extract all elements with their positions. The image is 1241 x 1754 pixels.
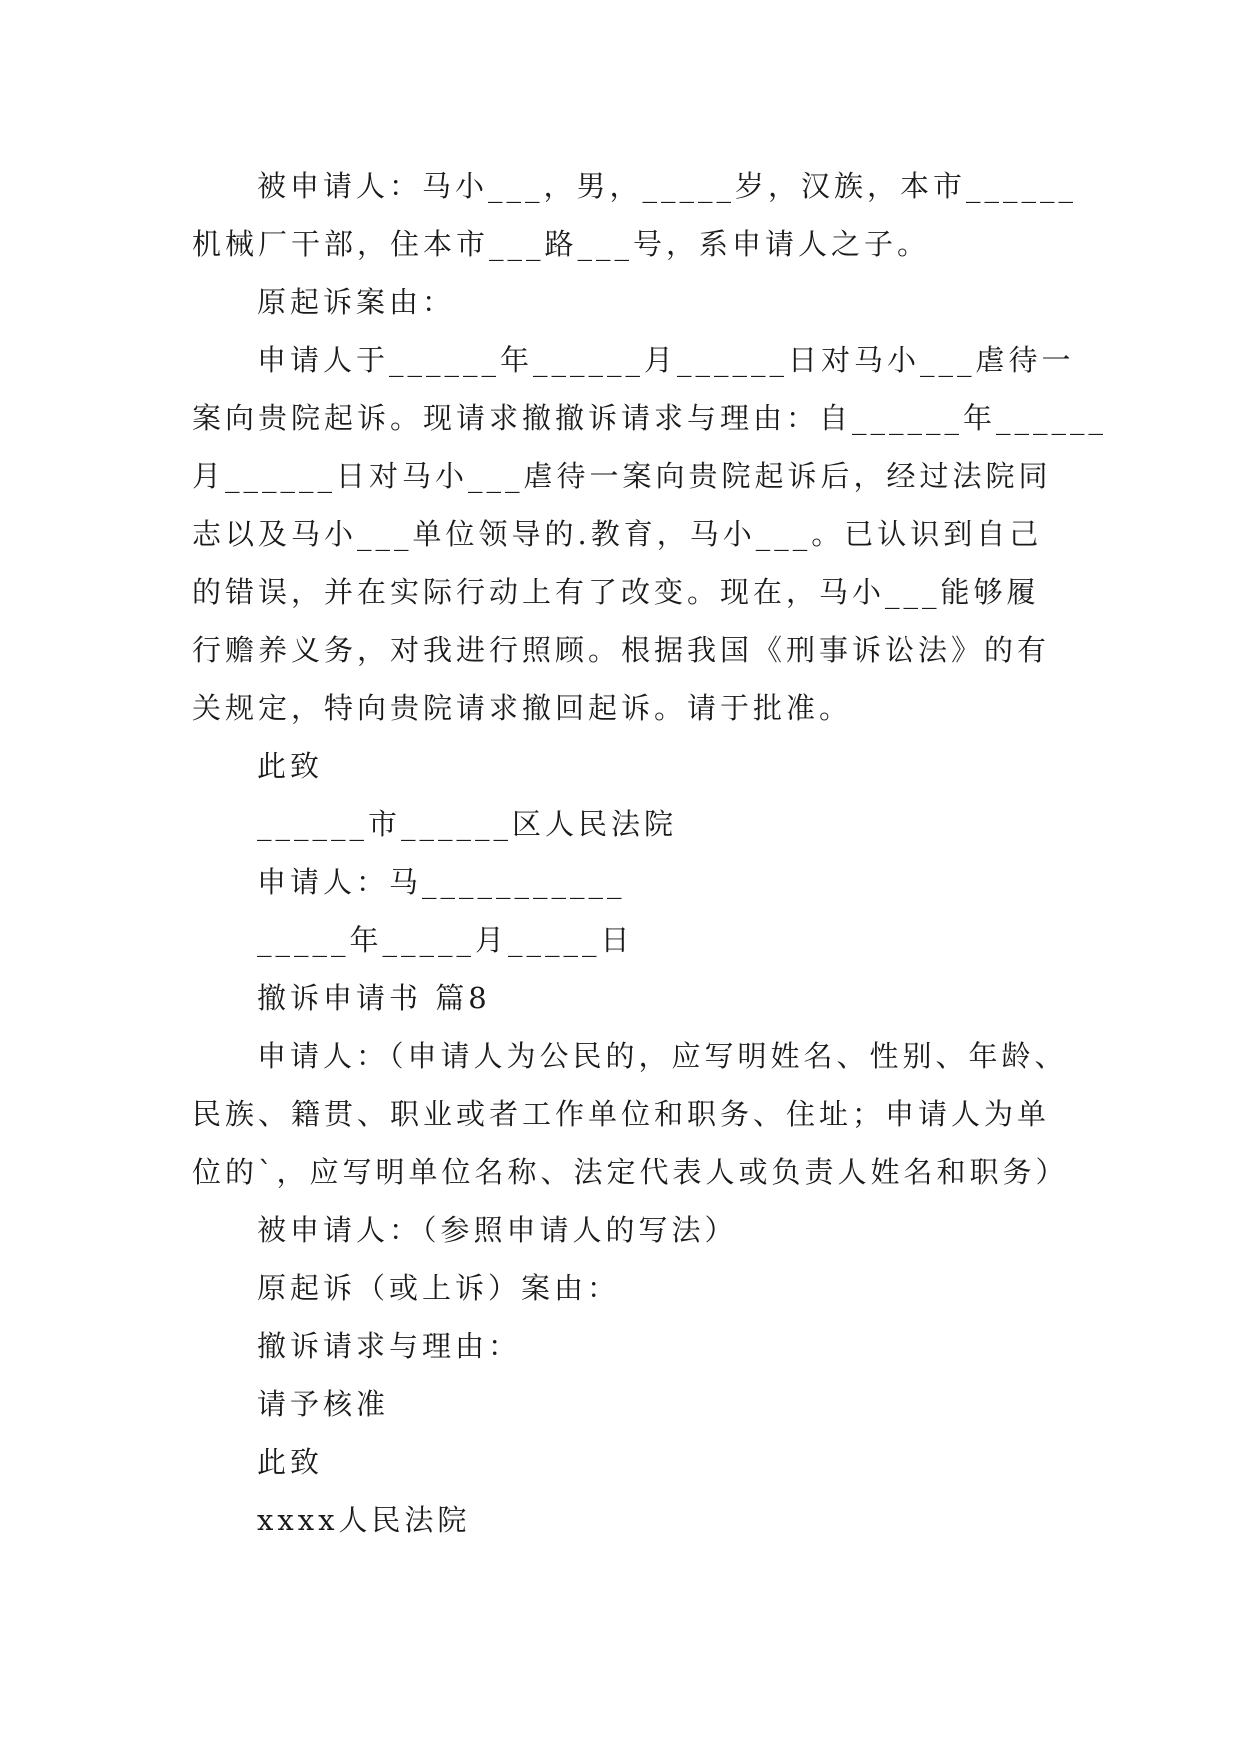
text-line: 此致 bbox=[257, 749, 324, 783]
text-line: 被申请人：马小___，男，_____岁，汉族，本市______ bbox=[257, 169, 1078, 203]
text-line: 被申请人：（参照申请人的写法） bbox=[257, 1213, 738, 1247]
text-line: 请予核准 bbox=[257, 1387, 390, 1421]
text-line: 申请人：（申请人为公民的，应写明姓名、性别、年龄、 bbox=[257, 1039, 1068, 1073]
text-line: 案向贵院起诉。现请求撤撤诉请求与理由：自______年______ bbox=[192, 401, 1108, 435]
text-line: _____年_____月_____日 bbox=[257, 923, 634, 957]
text-line: 申请人于______年______月______日对马小___虐待一 bbox=[257, 343, 1075, 377]
text-line: 月______日对马小___虐待一案向贵院起诉后，经过法院同 bbox=[192, 459, 1052, 493]
text-line: 关规定，特向贵院请求撤回起诉。请于批准。 bbox=[192, 691, 853, 725]
text-line: 行赡养义务，对我进行照顾。根据我国《刑事诉讼法》的有 bbox=[192, 633, 1051, 667]
text-line: 申请人：马___________ bbox=[257, 865, 626, 899]
section-heading: 撤诉申请书 篇8 bbox=[257, 981, 491, 1015]
text-line: 撤诉请求与理由： bbox=[257, 1329, 522, 1363]
text-line: 原起诉（或上诉）案由： bbox=[257, 1271, 621, 1305]
text-line: ______市______区人民法院 bbox=[257, 807, 678, 841]
text-line: 的错误，并在实际行动上有了改变。现在，马小___能够履 bbox=[192, 575, 1040, 609]
text-line: 机械厂干部，住本市___路___号，系申请人之子。 bbox=[192, 227, 931, 261]
text-line: 原起诉案由： bbox=[257, 285, 456, 319]
text-line: 位的`，应写明单位名称、法定代表人或负责人姓名和职务） bbox=[192, 1155, 1069, 1189]
text-line: 民族、籍贯、职业或者工作单位和职务、住址；申请人为单 bbox=[192, 1097, 1051, 1131]
text-line: 此致 bbox=[257, 1445, 324, 1479]
text-line: xxxx人民法院 bbox=[257, 1503, 471, 1537]
text-line: 志以及马小___单位领导的.教育，马小___。已认识到自己 bbox=[192, 517, 1043, 551]
